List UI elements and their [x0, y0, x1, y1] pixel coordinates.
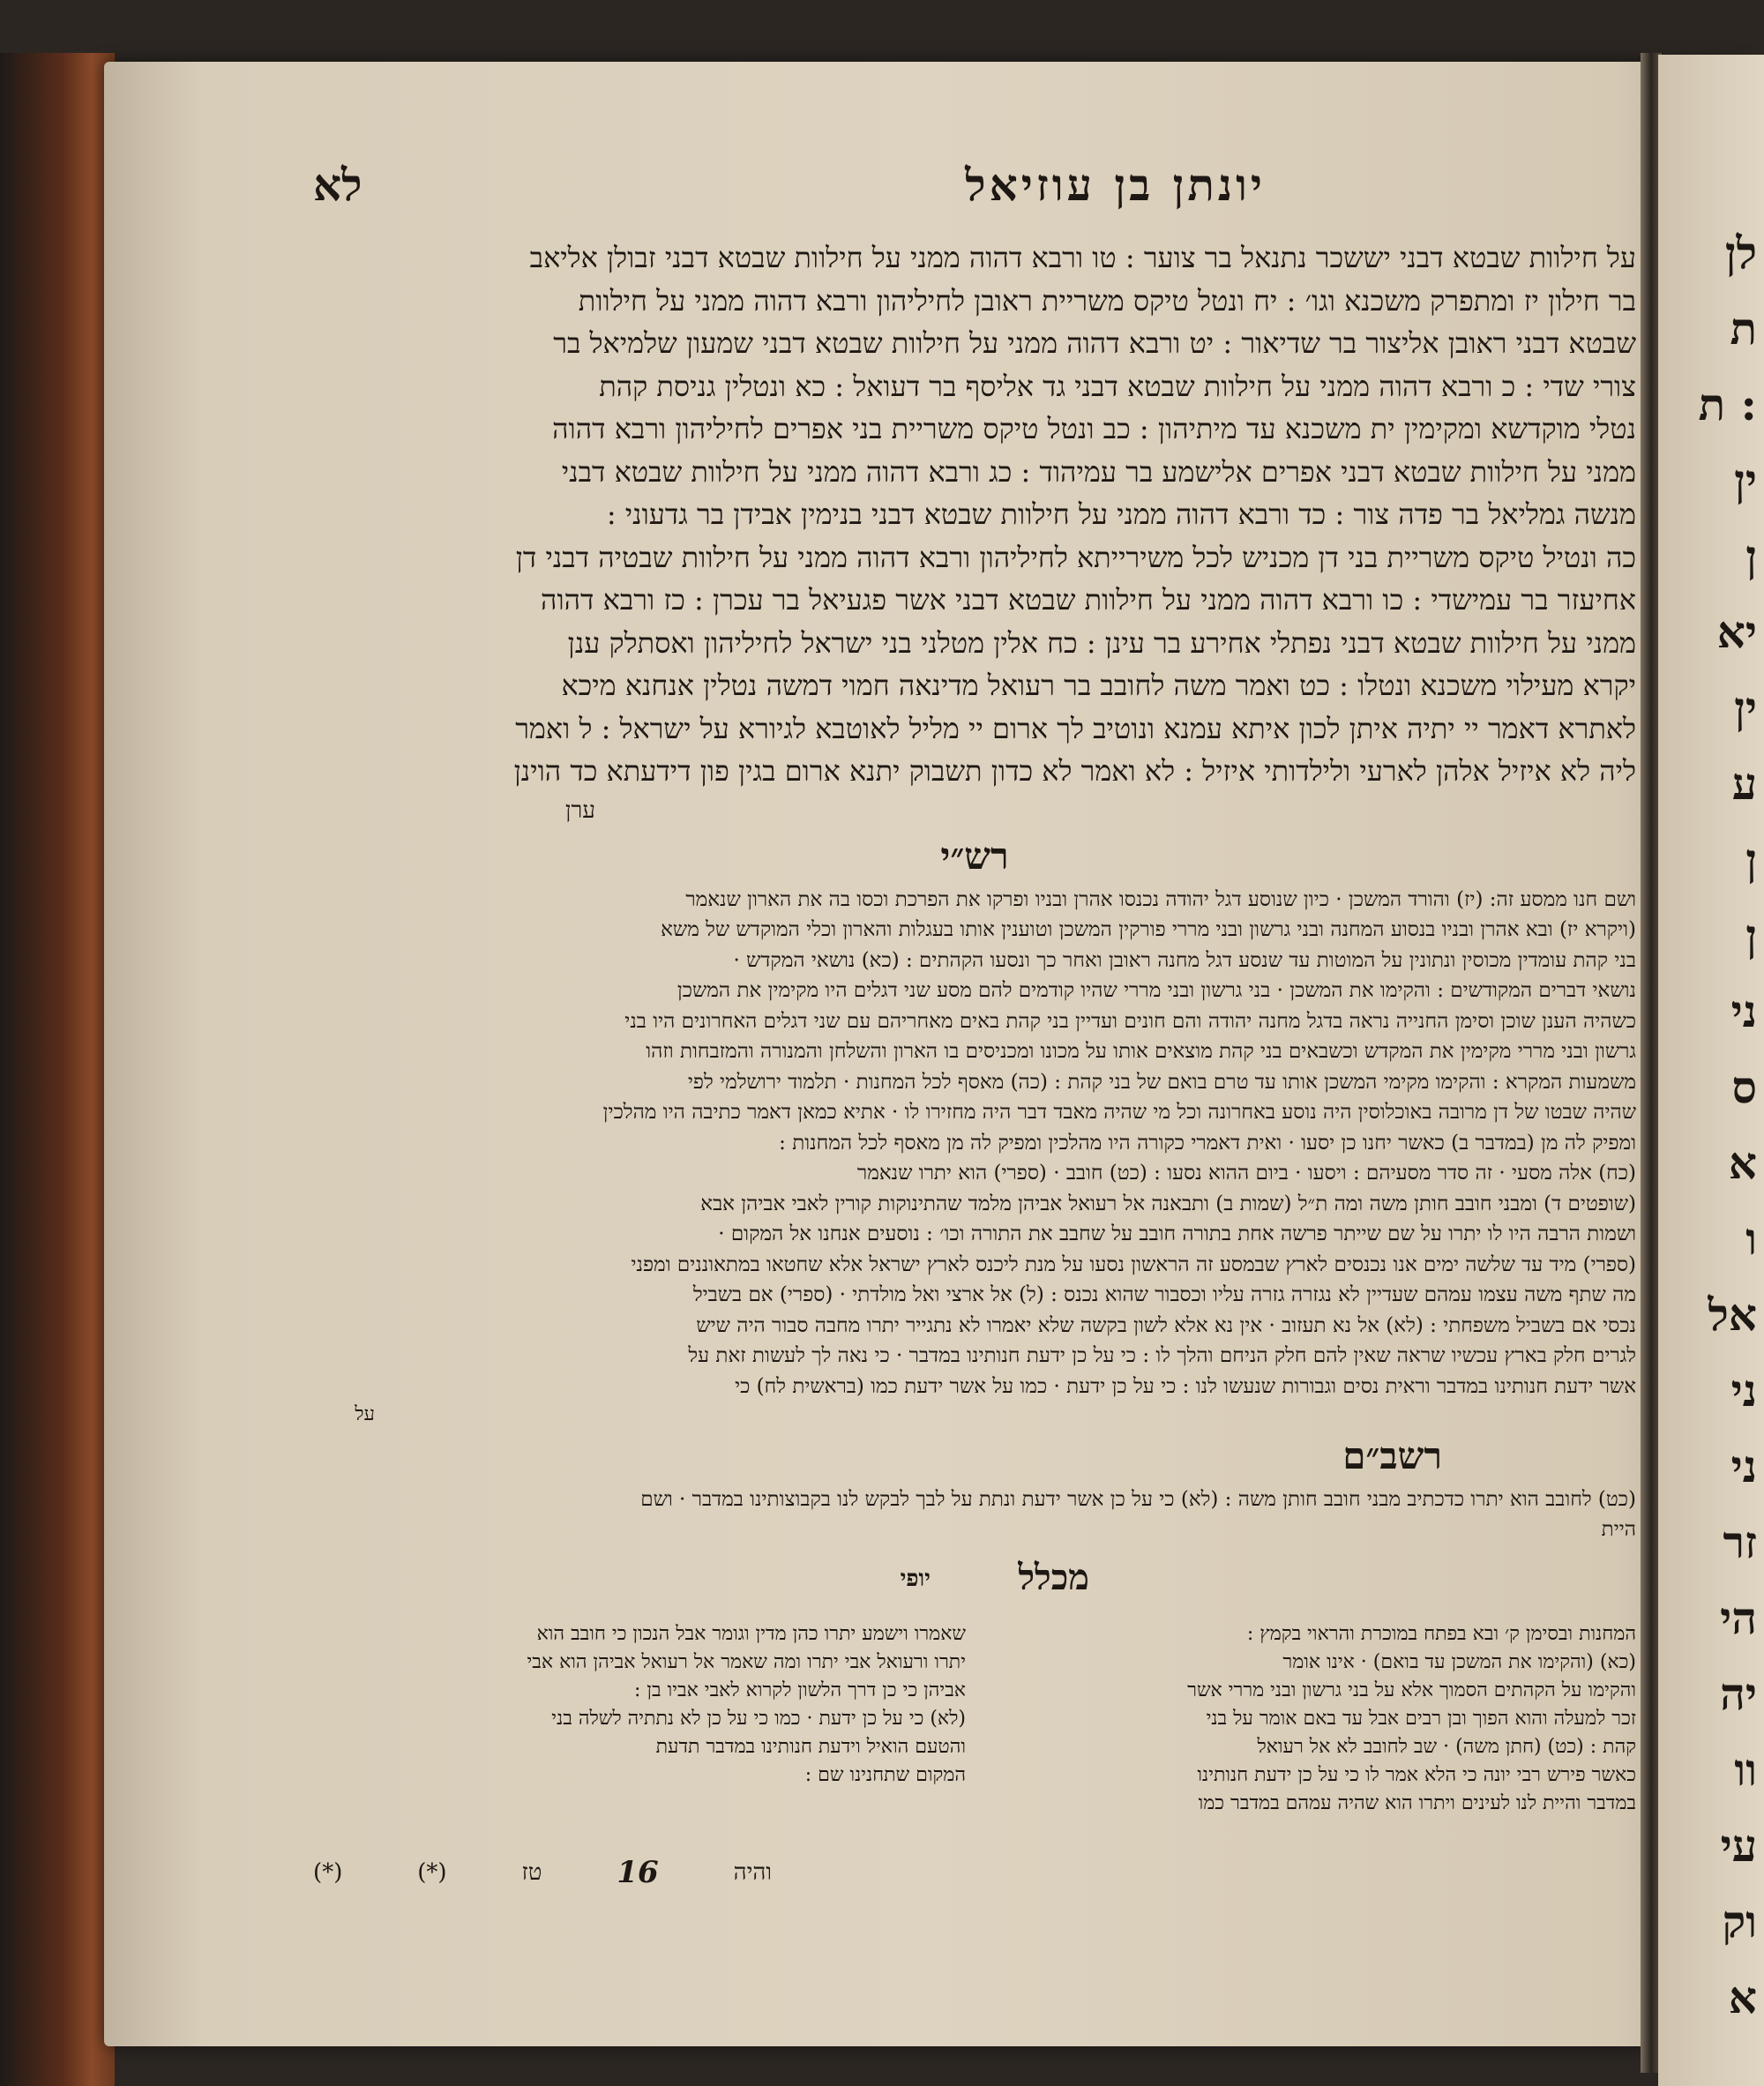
yofi-heading: יופי — [900, 1566, 931, 1592]
running-title: יונתן בן עוזיאל — [965, 159, 1266, 211]
facing-page-fragment: א — [1728, 1971, 1757, 2023]
facing-page-fragment: אל — [1708, 1289, 1757, 1341]
facing-page-fragment: ת — [1730, 303, 1757, 355]
targum-line: על חילוות שבטא דבני יששכר נתנאל בר צוער : טו ורבא דהוה ממני על חילוות שבטא דבני זבולן אליאב — [529, 241, 1636, 274]
rashbam-line: היית — [1601, 1518, 1636, 1541]
facing-page-fragment: יא — [1716, 606, 1757, 658]
footer-mark: (*) — [417, 1859, 447, 1886]
rashbam-heading: רשב״ם — [1342, 1434, 1442, 1477]
footer-mark: טז — [521, 1859, 542, 1886]
rashi-line: בני קהת עומדין מכוסין ונתונין על המוטות עד שנסע דגל מחנה ראובן ואחר כך ונסעו הקהתים : (כא) נושאי המקדש · — [733, 948, 1636, 972]
michlol-heading: מכלל — [1018, 1557, 1089, 1598]
facing-page-fragment: ס — [1731, 1061, 1757, 1113]
targum-line: לאתרא דאמר יי יתיה איתן לכון איתא עמנא ונוטיב לך ארום יי מליל לאוטבא לגיורא על ישראל : ל ואמר — [515, 711, 1636, 745]
rashi-line: נכסי אם בשביל משפחתי : (לא) אל נא תעזוב · אין נא אלא לשון בקשה שלא יאמרו לא נתגייר יתרו מחבה סבור היה שיש — [696, 1313, 1636, 1337]
folio-number: לא — [313, 159, 363, 211]
rashi-line: משמעות המקרא : והקימו מקימי המשכן אותו עד טרם בואם של בני קהת : (כה) מאסף לכל המחנות · תלמוד ירושלמי לפי — [687, 1070, 1636, 1094]
yofi-line: המקום שתחנינו שם : — [804, 1764, 966, 1786]
lower-headings — [313, 1544, 1636, 1615]
michlol-line: כאשר פירש רבי יונה כי הלא אמר לו כי על כן ידעת חנותינו — [1197, 1764, 1636, 1786]
facing-page-edge — [1658, 55, 1764, 2086]
targum-line: שבטא דבני ראובן אליצור בר שדיאור : יט ורבא דהוה ממני על חילוות שבטא דבני שמעון שלמיאל בר — [553, 326, 1636, 360]
facing-page-fragment: יה — [1720, 1668, 1757, 1720]
page-content — [313, 159, 1636, 1911]
targum-line: צורי שדי : כ ורבא דהוה ממני על חילוות שבטא דבני גד אליסף בר דעואל : כא ונטלין גניסת קהת — [599, 369, 1636, 403]
footer-mark: (*) — [313, 1859, 343, 1886]
rashbam-commentary — [313, 1484, 1636, 1544]
rashi-line: מה שתף משה עצמו עמהם שעדיין לא נגזרה גזרה עליו וכסבור שהוא נכנס : (ל) אל ארצי ואל מולדתי · (ספרי) אם בשביל — [692, 1283, 1636, 1306]
facing-page-fragment: ין — [1734, 454, 1757, 506]
rashi-line: (ספרי) מיד עד שלשה ימים אנו נכנסים לארץ שבמסע זה הראשון נסעו על מנת ליכנס לארץ ישראל אלא שחטאו במתאוננים ומפני — [631, 1252, 1636, 1276]
facing-page-fragment: עי — [1720, 1820, 1757, 1872]
facing-page-fragment: ן — [1745, 530, 1757, 582]
targum-line: ליה לא איזיל אלהן לארעי ולילדותי איזיל : לא ואמר לא כדון תשבוק יתנא ארום בגין פון דידעתא כד הוינן — [513, 754, 1636, 788]
michlol-line: זכר למעלה והוא הפוך ובן רבים אבל עד באם אומר על בני — [1206, 1708, 1636, 1730]
rashi-line: לגרים חלק בארץ עכשיו שראה שאין להם חלק הניחם והלך לו : כי על כן ידעת חנותינו במדבר · כי נאה לך לעשות זאת על — [688, 1344, 1636, 1367]
book-cover-edge — [0, 53, 115, 2086]
targum-text — [313, 236, 1636, 793]
targum-line: אחיעזר בר עמישדי : כו ורבא דהוה ממני על חילוות שבטא דבני אשר פגעיאל בר עכרן : כז ורבא דהוה — [541, 583, 1636, 617]
rashi-line: (שופטים ד) ומבני חובב חותן משה ומה ת״ל (שמות ב) ותבאנה אל רעואל אביהן מלמד שהתינוקות קורין לאבי אביהן אבא — [700, 1192, 1636, 1215]
facing-page-fragment: וק — [1722, 1895, 1757, 1948]
rashi-line: (כח) אלה מסעי · זה סדר מסעיהם : ויסעו · ביום ההוא נסעו : (כט) חובב · (ספרי) הוא יתרו שנאמר — [856, 1162, 1636, 1185]
rashi-heading: רש״י — [940, 834, 1009, 878]
facing-page-fragment: לן — [1724, 227, 1757, 279]
facing-page-fragment: ין — [1734, 682, 1757, 734]
michlol-line: (כא) (והקימו את המשכן עד בואם) · אינו אומר — [1282, 1651, 1636, 1673]
rashi-catchword: על — [355, 1403, 375, 1425]
rashi-line: כשהיה הענן שוכן וסימן החנייה נראה בדגל מחנה יהודה והם חונים ועדיין בני קהת באים מאחריהם עם שני דגלים האחרונים היו בני — [624, 1009, 1636, 1033]
footer-mark: 16 — [617, 1855, 659, 1890]
targum-line: בר חילון יז ומתפרק משכנא וגו׳ : יח ונטל טיקס משריית ראובן לחיליהון ורבא דהוה ממני על חילוות — [578, 283, 1636, 318]
facing-page-fragment: ן — [1745, 834, 1757, 886]
yofi-line: יתרו ורעואל אבי יתרו ומה שאמר אל רעואל אביהן הוא אבי — [527, 1651, 966, 1673]
facing-page-fragment: זר — [1723, 1516, 1757, 1568]
rashi-line: ומפיק לה מן (במדבר ב) כאשר יחנו כן יסעו · ואית דאמרי כקורה היו מהלכין ומפיק לה מן מאסף לכל המחנות : — [779, 1131, 1636, 1155]
michlol-line: המחנות ובסימן ק׳ ובא בפתח במוכרת והראוי בקמץ : — [1246, 1623, 1636, 1645]
footer-mark: והיה — [733, 1859, 772, 1886]
facing-page-fragment: ני — [1730, 1440, 1757, 1492]
michlol-line: במדבר והיית לנו לעינים ויתרו הוא שהיה עמהם במדבר כמו — [1198, 1792, 1636, 1814]
rashi-line: ושמות הרבה היו לו יתרו על שם שייתר פרשה אחת בתורה חובב על שחבב את התורה וכו׳ : נוסעים אנחנו אל המקום · — [718, 1222, 1636, 1245]
page-header — [313, 159, 1636, 229]
targum-line: מנשה גמליאל בר פדה צור : כד ורבא דהוה ממני על חילוות שבטא דבני בנימין אבידן בר גדעוני : — [606, 497, 1636, 531]
michlol-line: והקימו על הקהתים הסמוך אלא על בני גרשון ובני מררי אשר — [1187, 1679, 1636, 1701]
rashi-line: גרשון ובני מררי מקימין את המקדש וכשבאים בני קהת מוצאים אותו על מכונו ומכניסים בו הארון והשלחן והמנורה והמזבחות וזהו — [646, 1040, 1636, 1063]
targum-line: ממני על חילוות שבטא דבני נפתלי אחירע בר עינן : כח אלין מטלני בני ישראל לחיליהון ואסתלק ענן — [567, 625, 1636, 660]
targum-line: נטלי מוקדשא ומקימין ית משכנא עד מיתיהון : כב ונטל טיקס משריית בני אפרים לחיליהון ורבא דהוה — [552, 412, 1636, 445]
targum-line: יקרא מעילוי משכנא ונטלו : כט ואמר משה לחובב בר רעואל מדינאה חמוי דמשה נטלין אנחנא מיכא — [561, 669, 1636, 702]
page-footer — [313, 1850, 772, 1895]
facing-page-fragment: ע — [1731, 758, 1757, 810]
facing-page-fragment: ו — [1745, 1213, 1757, 1265]
rashi-line: נושאי דברים המקודשים : והקימו את המשכן · בני גרשון ובני מררי שהיו קודמים להם מסע שני דגלים היו מקימין את המשכן — [676, 979, 1636, 1002]
facing-page-fragment: א — [1728, 1137, 1757, 1189]
facing-page-fragment: ן — [1745, 909, 1757, 961]
yofi-line: והטעם הואיל וידעת חנותינו במדבר תדעת — [655, 1736, 966, 1758]
michlol-line: קהת : (כט) (חתן משה) · שב לחובב לא אל רעואל — [1257, 1736, 1636, 1758]
targum-line: כה ונטיל טיקס משריית בני דן מכניש לכל משירייתא לחיליהון ורבא דהוה ממני על חילוות שבטיה דבני דן — [515, 540, 1636, 574]
facing-page-fragment: ני — [1730, 1364, 1757, 1417]
facing-page-fragment: הי — [1720, 1592, 1757, 1644]
targum-catchword: ערן — [564, 796, 595, 824]
yofi-line: אביהן כי כן דרך הלשון לקרוא לאבי אביו בן : — [634, 1679, 966, 1701]
yofi-line: שאמרו וישמע יתרו כהן מדין וגומר אבל הנכון כי חובב הוא — [536, 1623, 966, 1645]
facing-page-fragment: ת : — [1698, 378, 1757, 430]
rashbam-line: (כט) לחובב הוא יתרו כדכתיב מבני חובב חותן משה : (לא) כי על כן אשר ידעת ונתת על לבך לבקש לנו בקבוצותינו במדבר · ושם — [640, 1488, 1636, 1511]
rashi-line: ושם חנו ממסע זה: (יז) והורד המשכן · כיון שנוסע דגל יהודה נכנסו אהרן ובניו ופרקו את הפרכת וכסו בה את הארון שנאמר — [685, 887, 1636, 911]
targum-line: ממני על חילוות שבטא דבני אפרים אלישמע בר עמיהוד : כג ורבא דהוה ממני על חילוות שבטא דבני — [561, 454, 1636, 489]
rashi-commentary — [313, 885, 1636, 1402]
rashi-line: אשר ידעת חנותינו במדבר וראית נסים וגבורות שנעשו לנו : כי על כן ידעת · כמו על אשר ידעת כמו (בראשית לח) כי — [735, 1374, 1636, 1398]
rashi-line: שהיה שבטו של דן מרובה באוכלוסין היה נוסע באחרונה וכל מי שהיה מאבד דבר היה מחזירו לו · אתיא כמאן דאמר כתיבה היו מהלכין — [602, 1101, 1636, 1124]
rashi-line: (ויקרא יז) ובא אהרן ובניו בנסוע המחנה ובני גרשון ובני מררי פורקין המשכן וטוענין אותו בעגלות והארון וכלי המוקדש של משא — [661, 918, 1636, 941]
facing-page-fragment: וו — [1734, 1744, 1757, 1796]
yofi-line: (לא) כי על כן ידעת · כמו כי על כן לא נתתיה לשלה בני — [551, 1708, 966, 1730]
facing-page-fragment: ני — [1730, 985, 1757, 1037]
michlol-yofi-column-right — [983, 1620, 1636, 1818]
michlol-yofi-column-left — [313, 1620, 966, 1790]
